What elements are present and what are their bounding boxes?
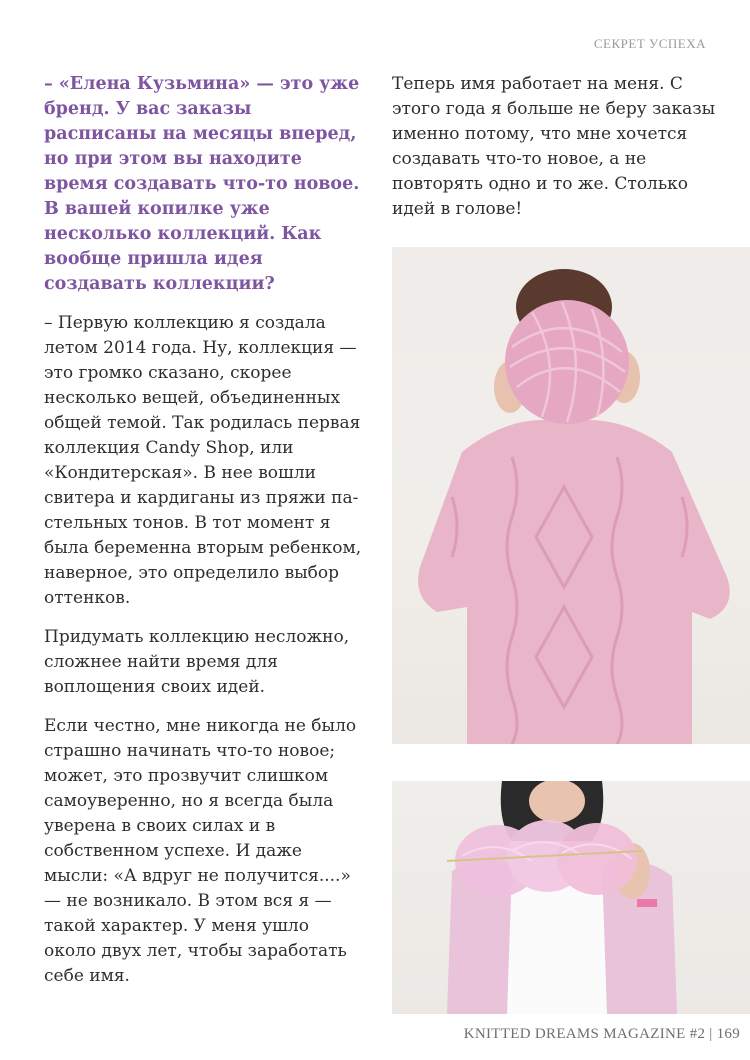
- mohair-photo: [392, 781, 750, 1014]
- woman-holding-yarn-ball-illustration: [392, 247, 750, 744]
- sweater-photo: [392, 247, 750, 744]
- answer-paragraph-3: Если честно, мне никогда не было страшно начинать что-то новое; может, это прозвучит слишком самоуверенно, но я всегда была уверена в своих силах и в собственном успехе. И даже мысли: «А вдруг не получится....» — не возникало. В этом вся я — такой характер. У меня ушло около двух лет, чтобы заработать себе имя.: [44, 716, 357, 986]
- answer-paragraph-2: Придумать коллекцию несложно, сложнее найти время для воплощения своих идей.: [44, 627, 350, 697]
- answer-paragraph-1: – Первую коллекцию я создала летом 2014 года. Ну, коллекция — это громко сказано, скорее несколько вещей, объединенных общей темой. Так родилась первая коллекция Candy Shop, или «Кондитерская». В нее вошли свитера и кардиганы из пряжи пастельных тонов. В тот момент я была беременна вторым ребенком, наверное, это определило выбор оттенков.: [44, 313, 362, 608]
- right-paragraph: Теперь имя работает на меня. С этого года я больше не беру заказы именно потому, что мне хочется создавать что-то новое, а не повторять одно и то же. Столько идей в голове!: [392, 74, 716, 219]
- left-column: [44, 72, 362, 1003]
- footer-separator: |: [709, 1026, 713, 1042]
- interview-question: – «Елена Кузьмина» — это уже бренд. У вас заказы расписаны на месяцы вперед, но при этом вы находите время создавать что-то новое. В вашей копилке уже несколько коллекций. Как вообще пришла идея создавать коллекции?: [44, 74, 360, 294]
- section-label: СЕКРЕТ УСПЕХА: [593, 36, 706, 51]
- magazine-title: KNITTED DREAMS MAGAZINE #2: [463, 1026, 706, 1042]
- right-column: [392, 72, 722, 236]
- page-footer: [464, 1026, 740, 1043]
- page-number: 169: [716, 1026, 740, 1042]
- woman-with-mohair-yarn-illustration: [392, 781, 750, 1014]
